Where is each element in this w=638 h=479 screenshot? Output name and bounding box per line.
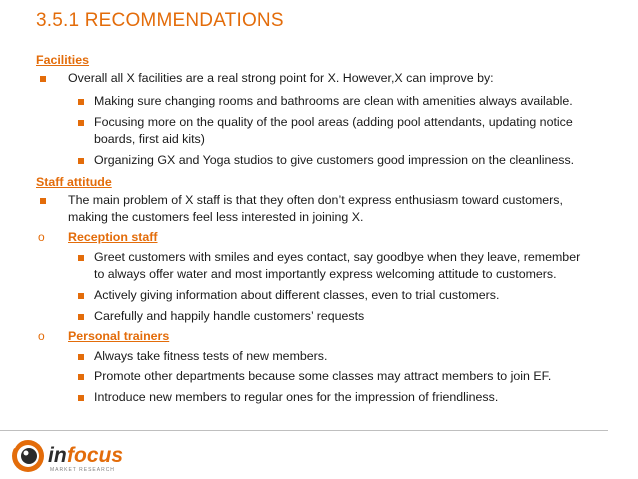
trainers-item-1: Always take fitness tests of new members.: [94, 349, 328, 363]
bullet-square-icon: [78, 354, 84, 360]
facilities-intro: Overall all X facilities are a real strong point for X. However,X can improve by:: [68, 71, 494, 85]
facilities-item-2-cont: boards, first aid kits): [94, 132, 205, 146]
staff-intro-line2: making the customers feel less interested in joining X.: [68, 210, 364, 224]
staff-heading: Staff attitude: [36, 175, 112, 189]
bullet-square-icon: [78, 120, 84, 126]
bullet-circle-icon: o: [38, 230, 45, 244]
facilities-item-1: Making sure changing rooms and bathrooms are clean with amenities always available.: [94, 94, 573, 108]
facilities-heading: Facilities: [36, 53, 90, 67]
svg-text:MARKET RESEARCH: MARKET RESEARCH: [50, 467, 115, 473]
trainers-item-3: Introduce new members to regular ones for the impression of friendliness.: [94, 390, 499, 404]
trainers-item-2: Promote other departments because some classes may attract members to join EF.: [94, 369, 552, 383]
svg-text:in: in: [48, 444, 67, 467]
reception-item-1-line1: Greet customers with smiles and eyes contact, say goodbye when they leave, remember: [94, 250, 581, 264]
reception-item-3: Carefully and happily handle customers’ requests: [94, 309, 365, 323]
reception-item-2: Actively giving information about different classes, even to trial customers.: [94, 288, 500, 302]
svg-text:focus: focus: [67, 444, 124, 467]
bullet-square-icon: [40, 76, 46, 82]
reception-item-1-line2: to always offer water and most importantly express welcoming attitude to customers.: [94, 267, 557, 281]
bullet-square-icon: [78, 395, 84, 401]
infocus-logo: [10, 436, 140, 476]
bullet-square-icon: [78, 293, 84, 299]
bullet-square-icon: [78, 314, 84, 320]
lens-icon: [12, 440, 44, 472]
facilities-item-3: Organizing GX and Yoga studios to give customers good impression on the cleanliness.: [94, 153, 575, 167]
bullet-square-icon: [40, 198, 46, 204]
trainers-heading: Personal trainers: [68, 329, 170, 343]
bullet-square-icon: [78, 255, 84, 261]
staff-intro-line1: The main problem of X staff is that they often don’t express enthusiasm toward customers,: [68, 193, 563, 207]
bullet-square-icon: [78, 374, 84, 380]
footer-divider: [0, 430, 608, 431]
bullet-circle-icon: o: [38, 329, 45, 343]
bullet-square-icon: [78, 99, 84, 105]
reception-heading: Reception staff: [68, 230, 158, 244]
facilities-item-2: Focusing more on the quality of the pool areas (adding pool attendants, updating notice: [94, 115, 573, 129]
slide-title: 3.5.1 RECOMMENDATIONS: [36, 10, 284, 31]
bullet-square-icon: [78, 158, 84, 164]
